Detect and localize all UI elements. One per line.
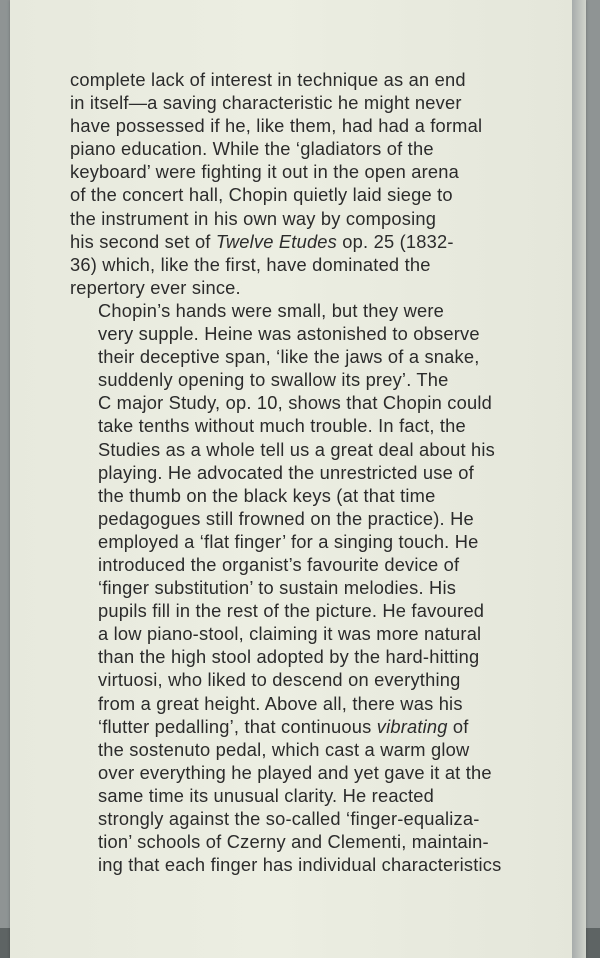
paragraph-1 — [70, 68, 570, 299]
text-line: complete lack of interest in technique as an end — [70, 69, 466, 90]
text-line: the instrument in his own way by composing — [70, 207, 437, 229]
text-line: have possessed if he, like them, had had a formal — [70, 115, 483, 137]
text-line: over everything he played and yet gave it at the — [98, 761, 492, 783]
text-line: ing that each finger has individual characteristics — [98, 854, 502, 876]
text-line: tion’ schools of Czerny and Clementi, maintain- — [98, 831, 489, 853]
text-line: ‘flutter pedalling’, that continuous vibrating of — [98, 715, 469, 737]
text-line: C major Study, op. 10, shows that Chopin could — [98, 392, 492, 414]
text-line: virtuosi, who liked to descend on everything — [98, 669, 461, 691]
text-line: piano education. While the ‘gladiators of the — [70, 138, 434, 160]
text-line: same time its unusual clarity. He reacted — [98, 784, 435, 806]
book-page — [10, 0, 586, 958]
emphasis-text: Twelve Etudes — [215, 230, 338, 252]
text-line: take tenths without much trouble. In fact, the — [98, 415, 466, 437]
text-line: their deceptive span, ‘like the jaws of a snake, — [98, 346, 480, 368]
text-line: from a great height. Above all, there was his — [98, 692, 463, 714]
text-line: pedagogues still frowned on the practice). He — [98, 507, 474, 529]
paragraph-2 — [70, 299, 570, 876]
text-line: very supple. Heine was astonished to observe — [98, 323, 480, 345]
text-line: his second set of Twelve Etudes op. 25 (1832- — [70, 230, 454, 252]
text-line: of the concert hall, Chopin quietly laid siege to — [70, 184, 453, 206]
text-line: in itself—a saving characteristic he might never — [70, 92, 462, 114]
text-line: Chopin’s hands were small, but they were — [98, 299, 445, 321]
text-line: introduced the organist’s favourite device of — [98, 553, 460, 575]
text-line: employed a ‘flat finger’ for a singing touch. He — [98, 530, 479, 552]
text-line: a low piano-stool, claiming it was more natural — [98, 623, 482, 645]
text-line: strongly against the so-called ‘finger-equaliza- — [98, 808, 480, 829]
text-line: ‘finger substitution’ to sustain melodies. His — [98, 577, 457, 599]
text-line: playing. He advocated the unrestricted use of — [98, 461, 474, 483]
text-line: the sostenuto pedal, which cast a warm glow — [98, 738, 470, 760]
text-line: than the high stool adopted by the hard-hitting — [98, 646, 480, 668]
text-line: suddenly opening to swallow its prey’. The — [98, 369, 449, 391]
text-line: keyboard’ were fighting it out in the open arena — [70, 161, 460, 183]
text-line: repertory ever since. — [70, 276, 241, 298]
emphasis-text: vibrating — [376, 715, 448, 737]
text-line: 36) which, like the first, have dominated the — [70, 253, 431, 275]
page-edge — [572, 0, 586, 958]
body-text — [70, 68, 570, 876]
text-line: Studies as a whole tell us a great deal about his — [98, 438, 495, 460]
text-line: the thumb on the black keys (at that time — [98, 484, 436, 506]
text-line: pupils fill in the rest of the picture. He favoured — [98, 600, 485, 622]
